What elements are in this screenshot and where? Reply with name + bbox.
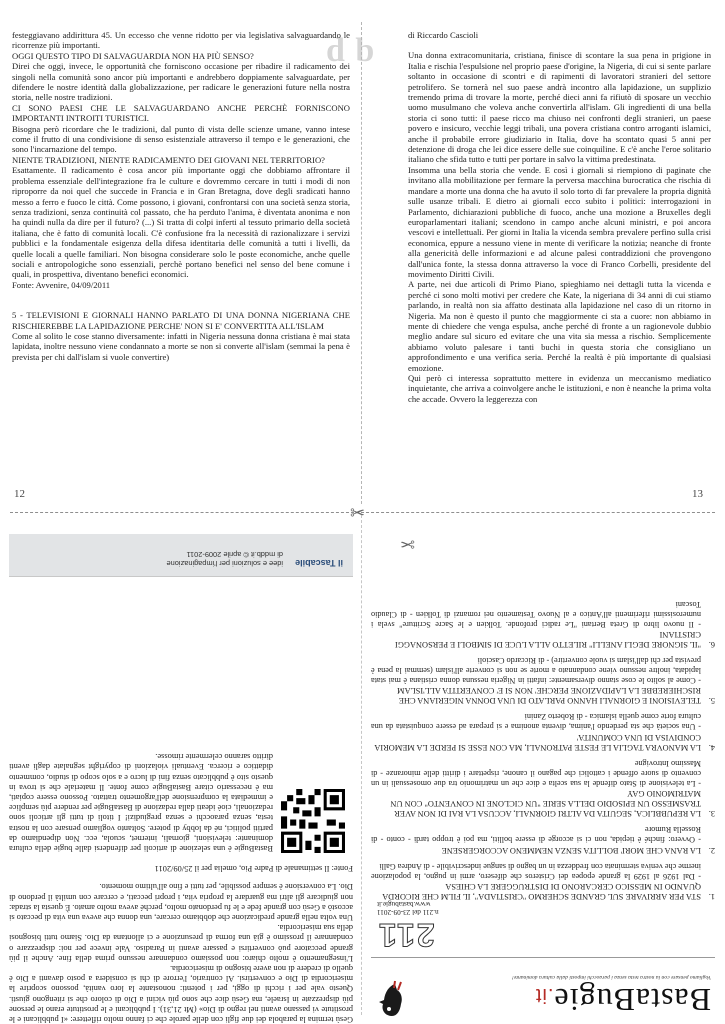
scissors-icon: ✂ <box>399 534 415 554</box>
footer-line: idee e soluzioni per l'impaginazione <box>166 559 283 568</box>
issue-header <box>371 901 715 957</box>
toc-item <box>371 758 715 819</box>
insert-paragraph: L'insegnamento è molto chiaro: non possiamo condannare nessuno prima della fine. Anche il più grande peccatore può convertirsi e passare avanti in Paradiso. Vale invece per noi: disprezzare o condannare il prossimo è già una forma di presunzione e ci allontana da Dio. Siamo tutti bisognosi della sua misericordia. <box>9 923 353 963</box>
toc-number: 6. <box>708 639 715 649</box>
toc-item <box>371 861 715 901</box>
left-column <box>12 30 350 362</box>
toc-title: LA MANOVRA TAGLIA LE FESTE PATRONALI, MA CON ESSE SI PERDE LA MEMORIA CONDIVISA DI UNA COMUNITA' <box>374 732 701 752</box>
toc-item <box>371 824 715 854</box>
toc-abstract: - La televisione di Stato difende la sua scelta e dice che un matrimonio tra due omosessuali in un convento di suore offende i cattolici che pagano il canone, rispettare i diritti delle minoranze - di Massimo Introvigne <box>371 758 701 788</box>
issue-box <box>377 900 439 953</box>
left-source: Fonte: Avvenire, 04/09/2011 <box>12 279 111 290</box>
insert-back-panel <box>9 534 353 1024</box>
right-column <box>408 30 711 404</box>
logo-main: BastaBugie <box>553 982 711 1018</box>
toc-item <box>371 655 715 705</box>
article-abstract: Come al solito le cose stanno diversamente: infatti in Nigeria nessuna donna cristiana è mai stata lapidata, inoltre nessuno viene condannato a morte se non si converte all'islam (semmai la pena è prevista per chi dall'islam si vuole convertire) <box>12 330 350 362</box>
tagline: Vogliamo pensare con la nostra testa senza i paraocchi imposti dalla cultura dominante! <box>512 974 711 980</box>
left-paragraph: Bisogna però ricordare che le tradizioni, dal punto di vista delle scienze umane, vanno intese come il frutto di una condivisione di senso esistenziale attraverso il tempo e le generazioni, che sono l'incarnazione del tempo. <box>12 123 350 155</box>
website: www.bastabugie.it <box>377 900 431 908</box>
toc-title: LA REPUBBLICA, SEGUITA DA ALTRI GIORNALI, ACCUSA LA RAI DI NON AVER TRASMESSO UN EPISODIO DELLA SERIE "UN CICLONE IN CONVENTO" CON UN MATRIMONIO GAY <box>390 788 701 819</box>
about-paragraph: BastaBugie è una selezione di articoli per difendersi dalle bugie della cultura dominante: televisioni, giornali, internet, scuola, ecc. Non dipendiamo da partiti politici, né da lobby di potere. Soltanto vogliamo pensare con la nostra testa, senza paraocchi e senza pregiudizi! I titoli di tutti gli articoli sono redazionali, cioè ideati dalla redazione di BastaBugie per rendere più semplice e immediata la comprensione dell'argomento trattato. Possono essere copiati, ma è necessario citare BastaBugie come fonte. Il materiale che si trova in questo sito è pubblicato senza fini di lucro e a solo scopo di studio, commento didattico e ricerca. Eventuali violazioni di copyright segnalate dagli aventi diritto saranno celermente rimosse. <box>9 752 273 853</box>
toc-title: STA PER ARRIVARE SUL GRANDE SCHERMO "CRISTIADA", IL FILM CHE RICORDA QUANDO IN MESSICO CERCARONO DI DISTRUGGERE LA CHIESA <box>382 881 701 901</box>
left-paragraph: Esattamente. Il radicamento è cosa ancor più importante oggi che dobbiamo affrontare il problema essenziale dell'integrazione fra le culture e dovremmo cercare in tutti i modi di non riproporre da noi quel che succede in Francia e in Gran Bretagna, dove degli sradicati hanno messo a ferro e fuoco le città. Come possono, i giovani, confrontarsi con una società senza storia, senza tradizioni, senza continuità col passato, che ha perduto l'anima, è diventata anonima e non ha quindi nulla da dire per il futuro? (...) Si tratta di colpi inferti al tessuto primario della società italiana, che è fatto di comunità locali. C'è confusione fra la necessità di razionalizzare i servizi pubblici e la fondamentale esigenza della difesa identitaria delle comunità a tutti i livelli, da quelle locali a quelle familiari. Non bisogna considerare solo le poste economiche, anche quelle sociali e antropologiche sono essenziali, perchè portano benefici nel senso del bene comune i quali, in prospettiva, diventano benefici economici. <box>12 165 350 280</box>
page-number-left: 12 <box>14 488 25 500</box>
deco-letters: d b <box>326 32 376 69</box>
footer-line: di mddb.it © aprile 2009-2011 <box>186 550 283 559</box>
issue-date: n.211 del 23-09-2011 <box>377 908 439 916</box>
left-question: OGGI QUESTO TIPO DI SALVAGUARDIA NON HA PIÙ SENSO? <box>12 50 254 61</box>
toc-abstract: - Dal 1926 al 1929 la grande epopea dei Cristeros che difesero, armi in pugno, la popolazione inerme che veniva sterminata con freddezza in un bagno di sangue indescrivibile - di Andrea Galli <box>371 861 701 881</box>
toc-item <box>371 599 715 649</box>
left-question: NIENTE TRADIZIONI, NIENTE RADICAMENTO DEI GIOVANI NEL TERRITORIO? <box>12 154 325 165</box>
footer-bar <box>9 534 353 577</box>
toc-abstract: - Una società che sta perdendo l'anima, diventa anonima e si prepara ad essere conquistata da una cultura forte come quella islamica - di Roberto Zanini <box>371 712 701 732</box>
right-paragraph: Insomma una bella storia che vende. E così i giornali si riempiono di paginate che invitano alla mobilitazione per fermare la perversa macchina burocratica che rischia di mandare a morte una donna che ha avuto il solo torto di far prevalere la propria dignità sulle usanze tribali. E dietro ai giornali ecco subito i politici: interrogazioni in Parlamento, dichiarazioni pubbliche di fuoco, anche una mozione a Bruxelles degli europarlamentari italiani; scendono in campo anche alcuni ministri, e poi ancora vescovi e intellettuali. Per giorni in Italia la vicenda sembra prevalere perfino sulla crisi economica, eppure a nessuno viene in mente di verificare la notizia; neanche di fronte alla genericità delle informazioni e ad alcune palesi contraddizioni che provengono dall'unica fonte, la stessa donna attraverso la voce di Franco Corbelli, presidente del movimento Diritti Civili. <box>408 164 711 279</box>
toc-item <box>371 711 715 751</box>
article-heading: 5 - TELEVISIONI E GIORNALI HANNO PARLATO DI UNA DONNA NIGERIANA CHE RISCHIEREBBE LA LAPIDAZIONE PERCHE' NON SI E' CONVERTITA ALL'ISLAM <box>12 310 350 331</box>
left-paragraph: festeggiavano addirittura 45. Un eccesso che venne ridotto per via legislativa salvaguardando le ricorrenze più importanti. <box>12 30 350 51</box>
insert-source: Fonte: Il settimanale di Padre Pio, omelia per il 25/09/2011 <box>154 864 353 874</box>
toc-title: TELEVISIONI E GIORNALI HANNO PARLATO DI UNA DONNA NIGERIANA CHE RISCHIEREBBE LA LAPIDAZIONE PERCHE' NON SI E' CONVERTITA ALL'ISLAM <box>397 686 701 706</box>
scissors-icon: ✂ <box>350 503 366 523</box>
insert-cover-panel <box>371 534 715 1024</box>
toc-number: 5. <box>708 696 715 706</box>
logo <box>535 981 711 1018</box>
logo-suffix: .it <box>534 984 554 1006</box>
insert-paragraph: Una volta nella grande predicazione che dobbiamo cercare, una donna che aveva una vita di peccato si accostò a Gesù con grande fede e le fu perdonato molto, perché aveva molto amato. È questa la strada: non giudicare gli altri ma guardare la propria vita, i propri peccati, e cercare con umiltà il perdono di Dio. La conversione è sempre possibile, per tutti e fino all'ultimo momento. <box>9 882 353 922</box>
toc-number: 3. <box>708 809 715 819</box>
right-paragraph: A parte, nei due articoli di Primo Piano, spieghiamo nei dettagli tutta la vicenda e perché ci sono molti motivi per credere che Kate, la nigeriana di 34 anni di cui stiamo parlando, in realtà non sia affatto destinata alla lapidazione nel caso di un ritorno in Nigeria. Ma non è questo il punto che maggiormente ci sta a cuore: non abbiamo in mente di chiedere che venga espulsa, anche perché di fronte a un ragionevole dubbio meglio andare sul sicuro ed evitare che una vita sia messa a rischio. Semplicemente abbiamo voluto palesare i tanti buchi in questa storia che consigliano un approfondimento e una verifica seria. Perché la realtà è più importante di qualsiasi emozione. <box>408 279 711 373</box>
issue-number: 211 <box>377 917 435 953</box>
right-paragraph: Qui però ci interessa soprattutto mettere in evidenza un meccanismo mediatico inquietante, che arriva a coinvolgere anche le istituzioni, e non è neanche la prima volta che accade. Ovvero la leggerezza con <box>408 373 711 404</box>
toc-title: "IL SIGNORE DEGLI ANELLI" RILETTO ALLA LUCE DI SIMBOLI E PERSONAGGI CRISTIANI <box>395 629 701 649</box>
right-paragraph: Una donna extracomunitaria, cristiana, finisce di scontare la sua pena in prigione in Italia e rischia l'espulsione nel proprio paese d'origine, la Nigeria, di cui si sente parlare soltanto in occasione di scontri e di rapimenti di lavoratori stranieri del settore petrolifero. Se tornerà nel suo paese andrà incontro alla lapidazione, un supplizio tremendo prima di trovare la morte, perché dieci anni fa rifiutò di sposare un vecchio uomo musulmano che voleva anche convertirla all'islam. Gli ingredienti di una bella storia ci sono tutti: il paese ricco ma chiuso nei confronti degli stranieri, un paese povero e insicuro, vecchie leggi tribali, una povera cristiana contro arroganti islamici, anche il probabile errore giudiziario in Italia, dove ha scontato quasi 5 anni per detenzione di droga che lei dice essere delle sue coinquiline. E c'è anche l'eroe solitario italiano che sfida tutto e tutti per portare in salvo la vittima predestinata. <box>408 50 711 165</box>
insert-paragraph: Gesù termina la parabola dei due figli con delle parole che ci fanno molto riflettere: «I pubblicani e le prostitute vi passano avanti nel regno di Dio» (Mt 21,31). I pubblicani e le prostitute erano le persone più disprezzate in Israele, ma Gesù dice che sono più vicini a Dio di coloro che si ritengono giusti. Questo vale per i ricchi di oggi, per i potenti: nonostante la loro vanità, possono scoprire la misericordia di Dio e convertirsi. Al contrario, l'errore di chi si considera a posto davanti a Dio è quello di credere di non avere bisogno di misericordia. <box>9 963 353 1024</box>
center-fold-top <box>361 22 362 504</box>
footer-logo: il Tascabile <box>295 558 343 568</box>
bird-icon <box>377 980 407 1020</box>
left-paragraph: Direi che oggi, invece, le opportunità che forniscono occasione per ribadire il radicamento dei singoli nella comunità sono ancor più importanti e andrebbero doppiamente salvaguardate, per difendere le nostre identità dalla globalizzazione, per radicare le generazioni future nella nostra storia, nelle nostre tradizioni. <box>12 61 350 103</box>
toc-title: LA RANA CHE MORI' BOLLITA SENZA NEMMENO ACCORGERSENE <box>441 845 701 855</box>
left-question: CI SONO PAESI CHE LE SALVAGUARDANO ANCHE PERCHÈ FORNISCONO IMPORTANTI INTROITI TURISTICI. <box>12 102 350 124</box>
footer-text <box>167 550 283 568</box>
byline: di Riccardo Cascioli <box>408 30 479 40</box>
homily-text <box>9 751 353 1024</box>
page-number-right: 13 <box>692 488 703 500</box>
masthead <box>371 957 715 1024</box>
toc-number: 1. <box>708 892 715 901</box>
qr-code-icon <box>281 789 345 853</box>
about-block <box>9 751 353 853</box>
toc-number: 4. <box>708 742 715 752</box>
booklet-insert-upside-down <box>0 520 725 1024</box>
toc-abstract: - Ovvero: finché è tiepida, non ci si accorge di essere bolliti, ma poi è troppo tardi - conto - di Rossella Rumore <box>371 825 701 845</box>
toc-abstract: - Come al solito le cose stanno diversamente: infatti in Nigeria nessuna donna cristiana è mai stata lapidata, inoltre nessuno viene condannato a morte se non si converte all'islam (semmai la pena è prevista per chi dall'islam si vuole convertire) - di Riccardo Cascioli <box>371 655 701 685</box>
toc-abstract: - Il nuovo libro di Greta Bertani "Le radici profonde. Tolkien e le Sacre Scritture" svela i numerosissimi riferimenti all'Antico e al Nuovo Testamento nei romanzi di Tolkien - di Claudio Toscani <box>371 599 701 629</box>
table-of-contents <box>371 599 715 901</box>
toc-number: 2. <box>708 845 715 855</box>
